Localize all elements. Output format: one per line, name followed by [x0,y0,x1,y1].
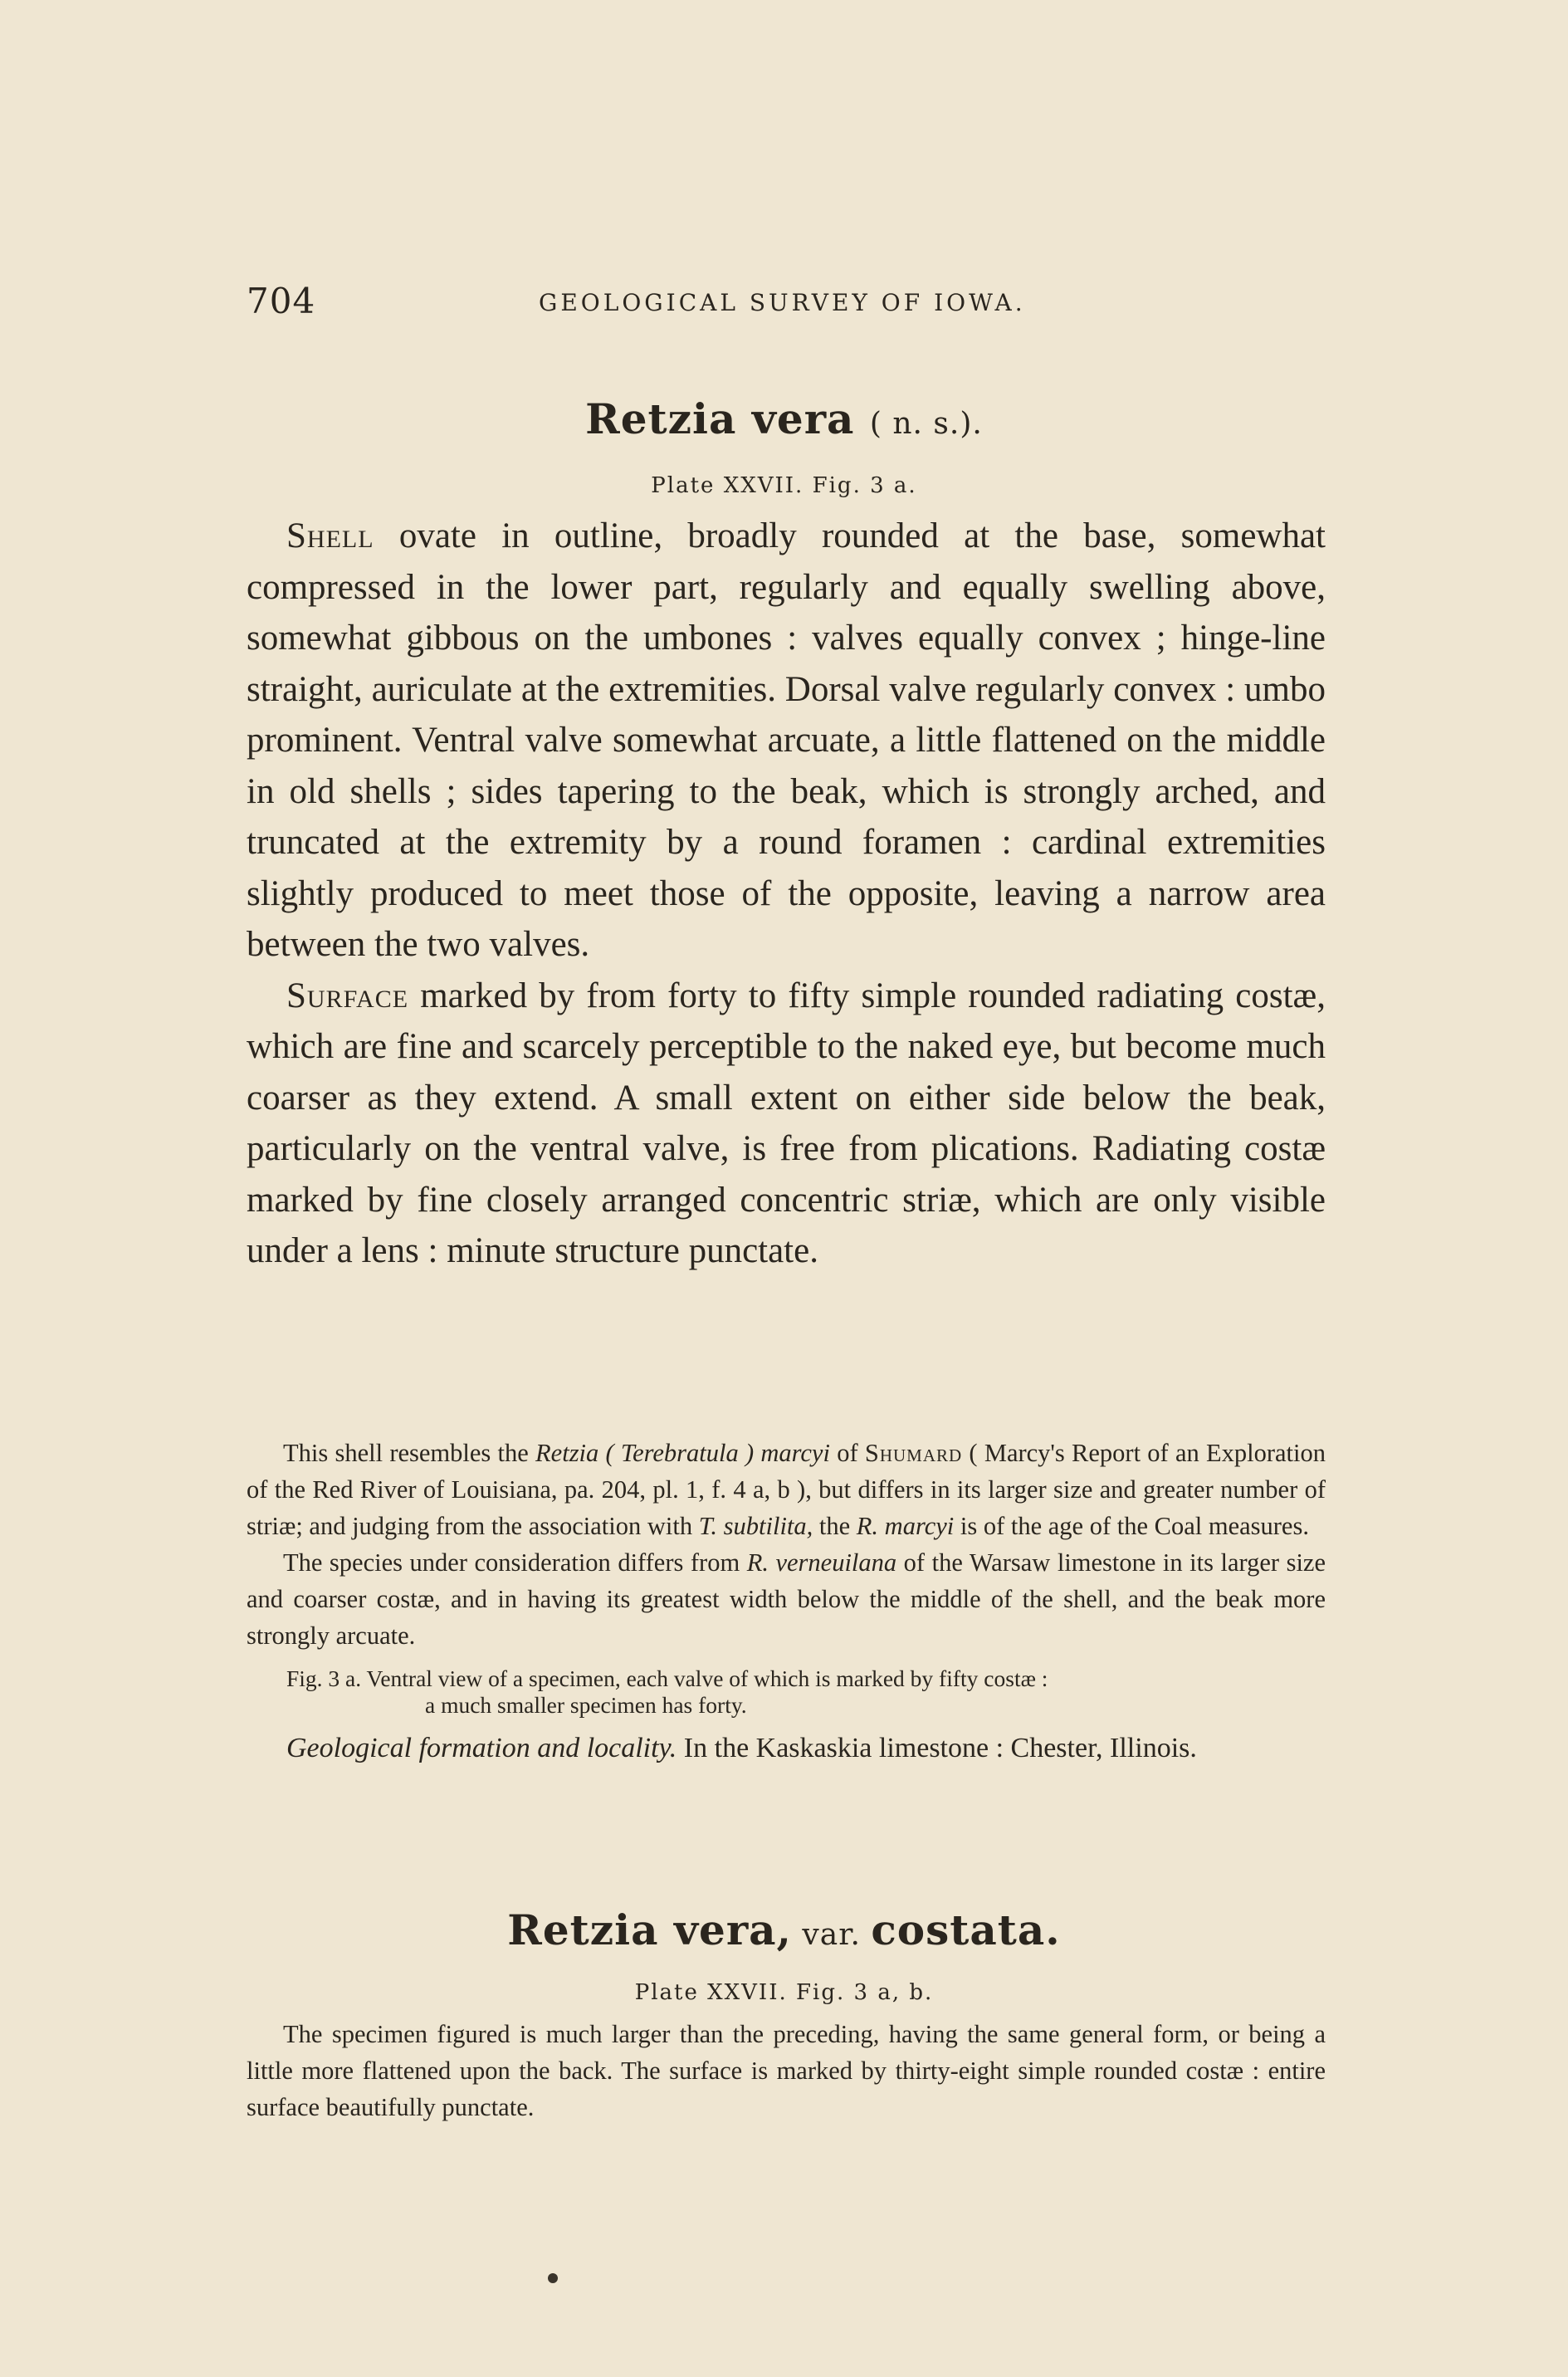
note1-e: ( Marcy's Report of an Exploration of the Red River of Louisiana, pa. 204, pl. 1, f. 4 a, b ), but differs in its larger size and greater number of striæ; and judging from the association with [247,1439,1326,1540]
title-text: Retzia vera [585,394,855,443]
figure-caption-line1: Fig. 3 a. Ventral view of a specimen, each valve of which is marked by fifty costæ : [286,1665,1048,1691]
note1-i: is of the age of the Coal measures. [954,1512,1309,1540]
surface-paragraph [247,971,1326,1277]
surface-text: marked by from forty to fifty simple rounded radiating costæ, which are fine and scarcely perceptible to the naked eye, but become much coarser as they extend. A small extent on either side below the beak, particularly on the ventral valve, is free from plications. Radiating costæ marked by fine closely arranged concentric striæ, which are only visible under a lens : minute structure punctate. [247,976,1326,1270]
title2-costata: costata. [871,1905,1061,1954]
note1-g: the [813,1512,857,1540]
figure-caption [247,1665,1326,1719]
title-suffix: ( n. s.). [869,407,983,441]
shell-lead: Shell [286,516,374,555]
figure-caption-line2: a much smaller specimen has forty. [425,1692,747,1718]
locality-text: In the Kaskaskia limestone : Chester, Illinois. [677,1733,1197,1763]
locality-label: Geological formation and locality. [286,1733,677,1763]
description-body [247,511,1326,1277]
plate-reference: Plate XXVII. Fig. 3 a. [651,473,917,498]
note1-author: Shumard [864,1439,963,1467]
note2-a: The species under consideration differs from [283,1548,747,1577]
note1-marcyi: R. marcyi [856,1512,955,1540]
note1-c: of [829,1439,865,1467]
page-header [247,281,1326,327]
section-title-retzia-vera-costata [0,1905,1568,1954]
surface-lead: Surface [286,976,409,1015]
note1-species: Retzia ( Terebratula ) marcyi [535,1439,830,1467]
costata-body [247,2016,1326,2125]
footer-dot [548,2273,558,2283]
locality-paragraph [247,1729,1326,1768]
title2-var: var. [791,1918,872,1952]
shell-paragraph [247,511,1326,971]
running-head: GEOLOGICAL SURVEY OF IOWA. [539,289,1026,316]
note1-a: This shell resembles the [283,1439,536,1467]
section-title-retzia-vera [0,394,1568,443]
notes-body [247,1435,1326,1768]
plate-reference-2: Plate XXVII. Fig. 3 a, b. [634,1980,934,2005]
note1-subtilita: T. subtilita, [698,1512,813,1540]
shell-text: ovate in outline, broadly rounded at the base, somewhat compressed in the lower part, regularly and equally swelling above, somewhat gibbous on the umbones : valves equally convex ; hinge-line straight, auriculate at the extremities. Dorsal valve regularly convex : umbo prominent. Ventral valve somewhat arcuate, a little flattened on the middle in old shells ; sides tapering to the beak, which is strongly arched, and truncated at the extremity by a round foramen : cardinal extremities slightly produced to meet those of the opposite, leaving a narrow area between the two valves. [247,516,1326,964]
note-comparison [247,1435,1326,1544]
note2-species: R. verneuilana [746,1548,897,1577]
title2-a: Retzia vera, [507,1905,792,1954]
note-differs [247,1544,1326,1654]
page-number: 704 [247,281,316,321]
note2-c: of the Warsaw limestone in its larger size and coarser costæ, and in having its greatest width below the middle of the shell, and the beak more strongly arcuate. [247,1548,1326,1650]
costata-paragraph: The specimen figured is much larger than the preceding, having the same general form, or being a little more flattened upon the back. The surface is marked by thirty-eight simple rounded costæ : entire surface beautifully punctate. [247,2020,1326,2121]
